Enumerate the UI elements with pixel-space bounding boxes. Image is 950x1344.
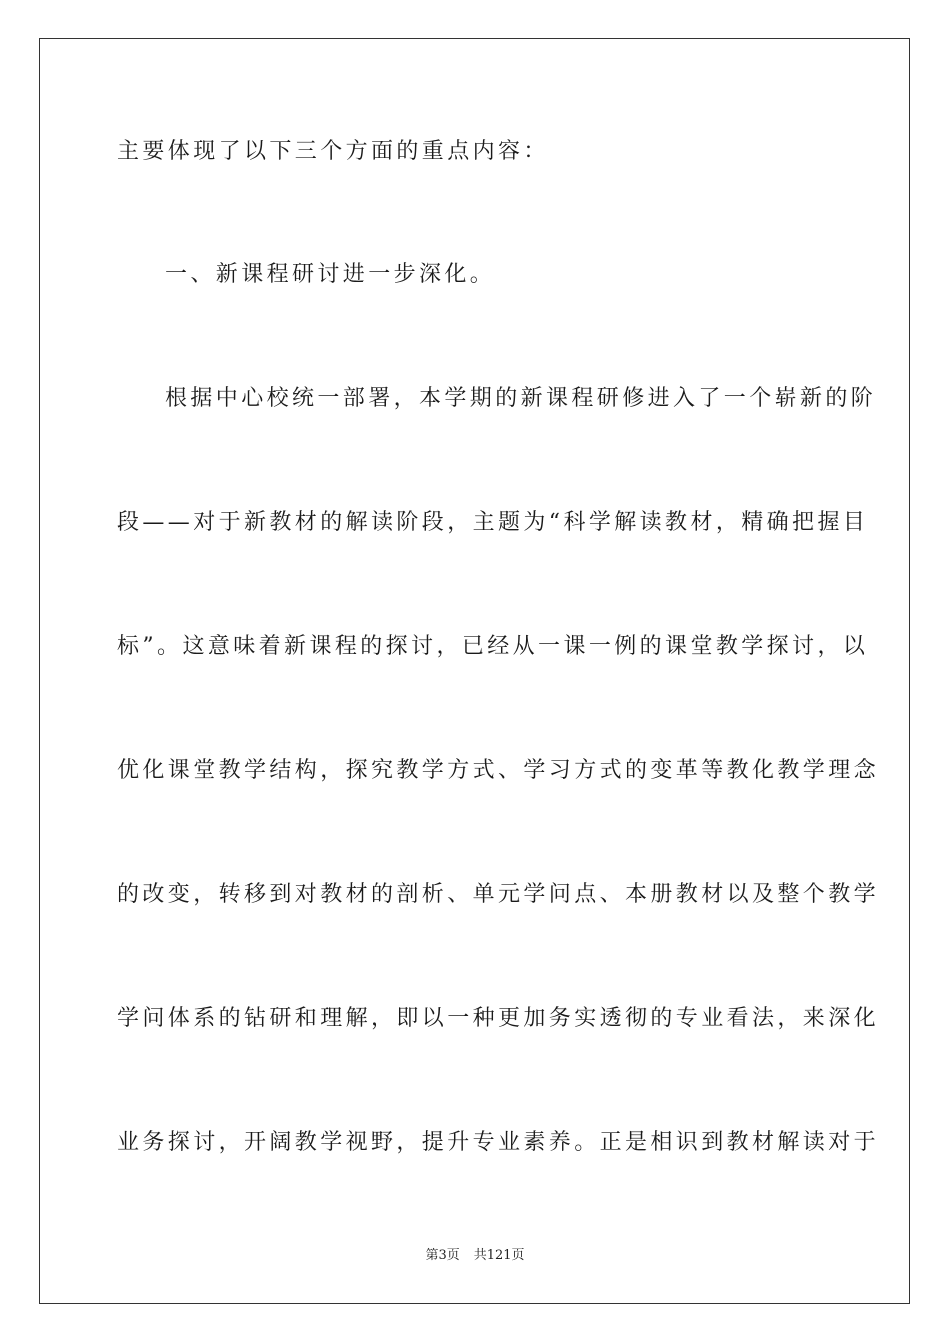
page-border xyxy=(39,38,910,1304)
body-text-line: 根据中心校统一部署，本学期的新课程研修进入了一个崭新的阶 xyxy=(165,386,877,411)
body-text-line: 段——对于新教材的解读阶段，主题为“科学解读教材，精确把握目 xyxy=(117,510,869,535)
section-heading: 一、新课程研讨进一步深化。 xyxy=(165,262,496,287)
body-text-line: 的改变，转移到对教材的剖析、单元学问点、本册教材以及整个教学 xyxy=(117,882,880,907)
body-text-line: 优化课堂教学结构，探究教学方式、学习方式的变革等教化教学理念 xyxy=(117,758,880,783)
page-number: 第3页 xyxy=(425,1248,460,1263)
body-text-line: 主要体现了以下三个方面的重点内容： xyxy=(117,139,549,164)
body-text-line: 业务探讨，开阔教学视野，提升专业素养。正是相识到教材解读对于 xyxy=(117,1130,880,1155)
body-text-line: 学问体系的钻研和理解，即以一种更加务实透彻的专业看法，来深化 xyxy=(117,1006,880,1031)
body-text-line: 标”。这意味着新课程的探讨，已经从一课一例的课堂教学探讨，以 xyxy=(117,634,869,659)
page-total: 共121页 xyxy=(473,1248,525,1263)
page-footer xyxy=(0,1248,950,1264)
